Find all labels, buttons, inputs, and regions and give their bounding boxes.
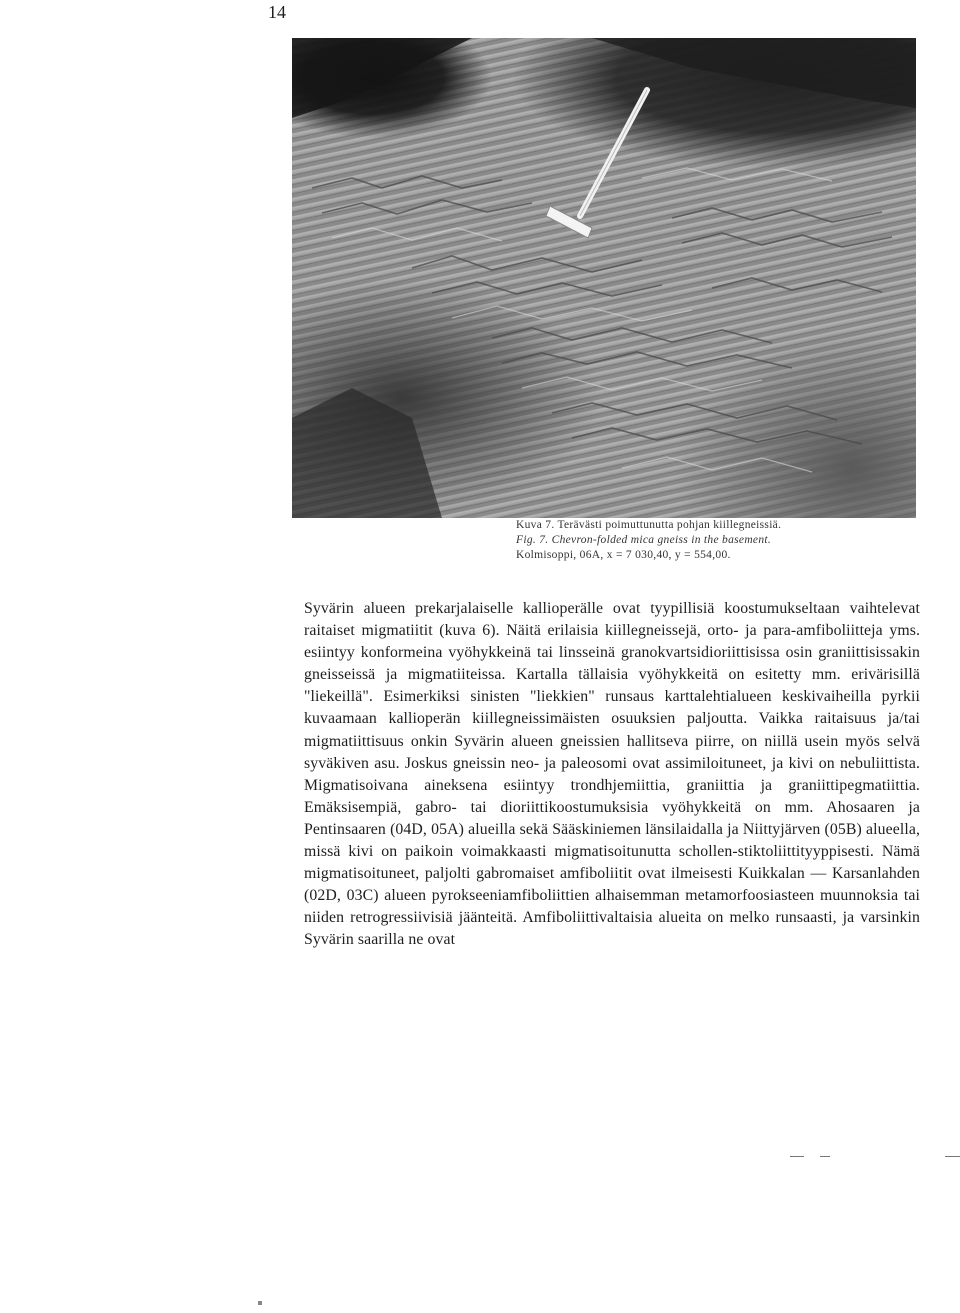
chevron-folded-gneiss-photo xyxy=(292,38,916,518)
figure-caption xyxy=(516,518,781,563)
page-number: 14 xyxy=(268,2,286,22)
hammer-icon xyxy=(546,90,647,238)
rock-outcrop-texture xyxy=(292,38,916,518)
caption-english: Fig. 7. Chevron-folded mica gneiss in the basement. xyxy=(516,534,772,546)
caption-location: Kolmisoppi, 06A, x = 7 030,40, y = 554,00. xyxy=(516,549,731,561)
footer-dash xyxy=(790,1156,804,1157)
caption-finnish: Kuva 7. Terävästi poimuttunutta pohjan kiillegneissiä. xyxy=(516,519,782,531)
scan-mark xyxy=(258,1301,262,1305)
body-paragraph: Syvärin alueen prekarjalaiselle kallioperälle ovat tyypillisiä koostumukseltaan vaihtelevat raitaiset migmatiitit (kuva 6). Näitä erilaisia kiillegneissejä, orto- ja para-amfiboliitteja yms. esiintyy konformeina vyöhykkeinä tai linsseinä granokvartsidioriittisissa osin graniittisissakin gneisseissä ja migmatiiteissa. Kartalla tällaisia vyöhykkeitä on esitetty mm. erivärisillä "liekeillä". Esimerkiksi sinisten "liekkien" runsaus karttalehtialueen keskivaiheilla pyrkii kuvaamaan kallioperän kiillegneissimäisten osuuksien paljoutta. Vaikka raitaisuus ja/tai migmatiittisuus onkin Syvärin alueen gneissien hallitseva piirre, on niillä usein myös selvä syväkiven asu. Joskus gneissin neo- ja paleosomi ovat assimiloituneet, ja kivi on nebuliittista. Migmatisoivana aineksena esiintyy trondhjemiittia, graniittia ja graniittipegmatiittia. Emäksisempiä, gabro- tai dioriittikoostumuksisia vyöhykkeitä on mm. Ahosaaren ja Pentinsaaren (04D, 05A) alueilla sekä Sääskiniemen länsilaidalla ja Niittyjärven (05B) alueella, missä kivi on paikoin voimakkaasti migmatisoitunutta schollen-stiktoliittityyppisesti. Nämä migmatisoituneet, paljolti gabromaiset amfiboliitit ovat ilmeisesti Kuikkalan — Karsanlahden (02D, 03C) alueen pyrokseeniamfiboliittien alhaisemman metamorfoosiasteen muunnoksia tai niiden retrogressiivisiä jäänteitä. Amfiboliittivaltaisia alueita on melko runsaasti, ja varsinkin Syvärin saarilla ne ovat xyxy=(304,600,920,949)
footer-dash xyxy=(945,1156,960,1157)
body-text xyxy=(304,598,920,952)
footer-dash xyxy=(820,1156,830,1157)
